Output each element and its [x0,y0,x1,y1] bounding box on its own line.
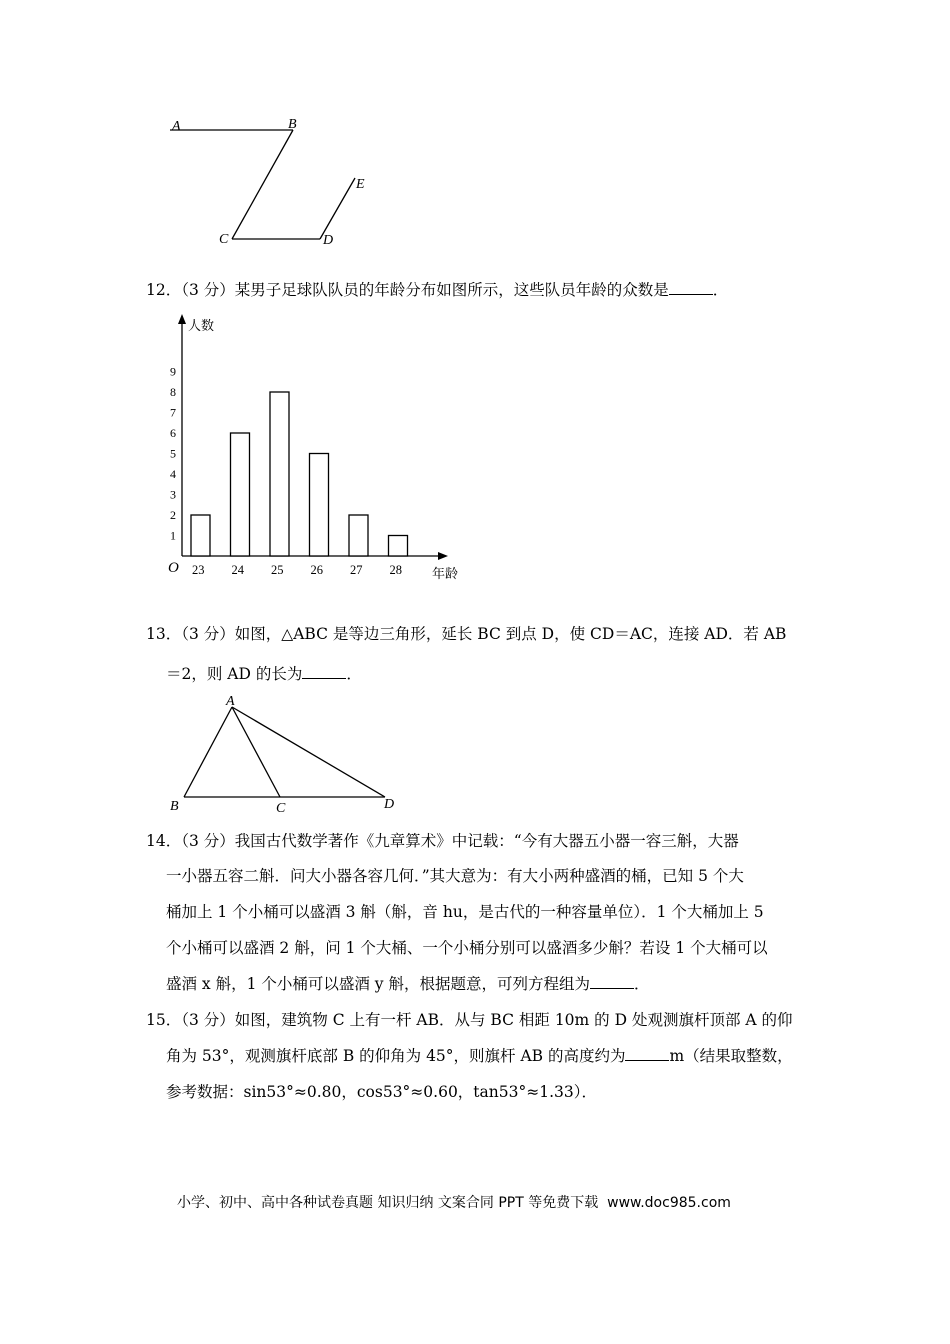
y-axis-arrow [178,314,186,324]
question-text: 我国古代数学著作《九章算术》中记载：“今有大器五小器一容三斛，大器 [234,832,739,850]
x-tick-label: 27 [350,563,363,577]
point-label-a: A [172,119,181,134]
answer-blank [590,987,634,989]
bar-28 [389,536,408,557]
y-axis-title: 人数 [188,318,215,333]
question-14-line-1 [146,829,739,851]
y-tick-label: 1 [170,528,176,543]
y-tick-label: 7 [170,405,176,420]
x-axis-title: 年龄 [432,566,459,581]
question-13-line-1 [146,622,786,644]
question-number: 15． [146,1011,182,1029]
figure-13 [160,690,420,820]
question-score: （3 分） [181,625,235,643]
question-text: 盛酒 x 斛，1 个小桶可以盛酒 y 斛，根据题意，可列方程组为 [166,975,590,993]
point-label-a: A [226,694,235,709]
question-15-line-1 [146,1008,793,1030]
origin-label: O [168,560,179,576]
question-text: 如图，△ABC 是等边三角形，延长 BC 到点 D，使 CD＝AC，连接 AD．若 AB [234,625,787,643]
question-text: 角为 53°，观测旗杆底部 B 的仰角为 45°，则旗杆 AB 的高度约为 [166,1047,626,1065]
question-text: 某男子足球队队员的年龄分布如图所示，这些队员年龄的众数是 [234,281,669,299]
figure-11 [160,110,400,250]
question-14-line-2 [166,864,744,886]
question-text: ＝2，则 AD 的长为 [166,665,303,683]
age-distribution-chart [160,308,460,588]
question-14-line-3 [166,900,764,922]
bar-26 [310,454,329,557]
y-tick-label: 8 [170,385,176,399]
question-text: 个小桶可以盛酒 2 斛，问 1 个大桶、一个小桶分别可以盛酒多少斛？若设 1 个大桶可以 [166,939,768,957]
question-text: 如图，建筑物 C 上有一杆 AB．从与 BC 相距 10m 的 D 处观测旗杆顶部 A 的仰 [234,1011,793,1029]
question-number: 13． [146,625,182,643]
answer-blank [625,1059,669,1061]
y-tick-label: 4 [170,467,176,481]
question-text: 一小器五容二斛．问大小器各容几何．”其大意为：有大小两种盛酒的桶，已知 5 个大 [166,867,744,885]
point-label-e: E [356,177,365,192]
y-tick-label: 9 [170,364,176,379]
question-13-line-2 [166,662,362,684]
question-12 [146,278,728,300]
question-end: ． [634,975,650,993]
point-label-b: B [170,799,179,814]
question-number: 14． [146,832,182,850]
bar-23 [191,515,210,556]
y-tick-label: 6 [170,426,176,440]
x-tick-label: 23 [192,563,205,577]
question-score: （3 分） [181,281,235,299]
y-tick-label: 2 [170,508,176,522]
question-15-line-2 [166,1044,793,1066]
question-14-line-5 [166,972,650,994]
bar-25 [270,392,289,556]
x-tick-label: 28 [389,563,402,577]
question-score: （3 分） [181,1011,235,1029]
point-label-b: B [288,117,297,132]
question-14-line-4 [166,936,768,958]
answer-blank [302,677,346,679]
question-number: 12． [146,281,182,299]
question-text: 桶加上 1 个小桶可以盛酒 3 斛（斛，音 hu，是古代的一种容量单位）．1 个大桶加上 5 [166,903,764,921]
point-label-c: C [276,801,286,816]
x-tick-label: 26 [310,563,323,577]
answer-blank [669,293,713,295]
x-axis-arrow [438,552,448,560]
bar-24 [231,433,250,556]
question-15-line-3 [166,1080,597,1102]
question-text: 参考数据：sin53°≈0.80，cos53°≈0.60，tan53°≈1.33）． [166,1083,597,1101]
point-label-d: D [323,233,334,248]
question-end: ． [346,665,362,683]
question-end: ． [712,281,729,299]
point-label-d: D [384,797,395,812]
page-footer [177,1192,731,1212]
x-tick-label: 24 [231,563,244,577]
point-label-c: C [219,232,229,247]
chart-bars [191,392,408,556]
question-text: m（结果取整数， [669,1047,793,1065]
y-tick-label: 3 [170,487,176,502]
question-score: （3 分） [181,832,235,850]
bar-27 [349,515,368,556]
footer-url[interactable]: www.doc985.com [607,1195,731,1211]
footer-text: 小学、初中、高中各种试卷真题 知识归纳 文案合同 PPT 等免费下载 [177,1195,599,1211]
x-tick-label: 25 [271,563,284,577]
y-tick-label: 5 [170,446,176,461]
